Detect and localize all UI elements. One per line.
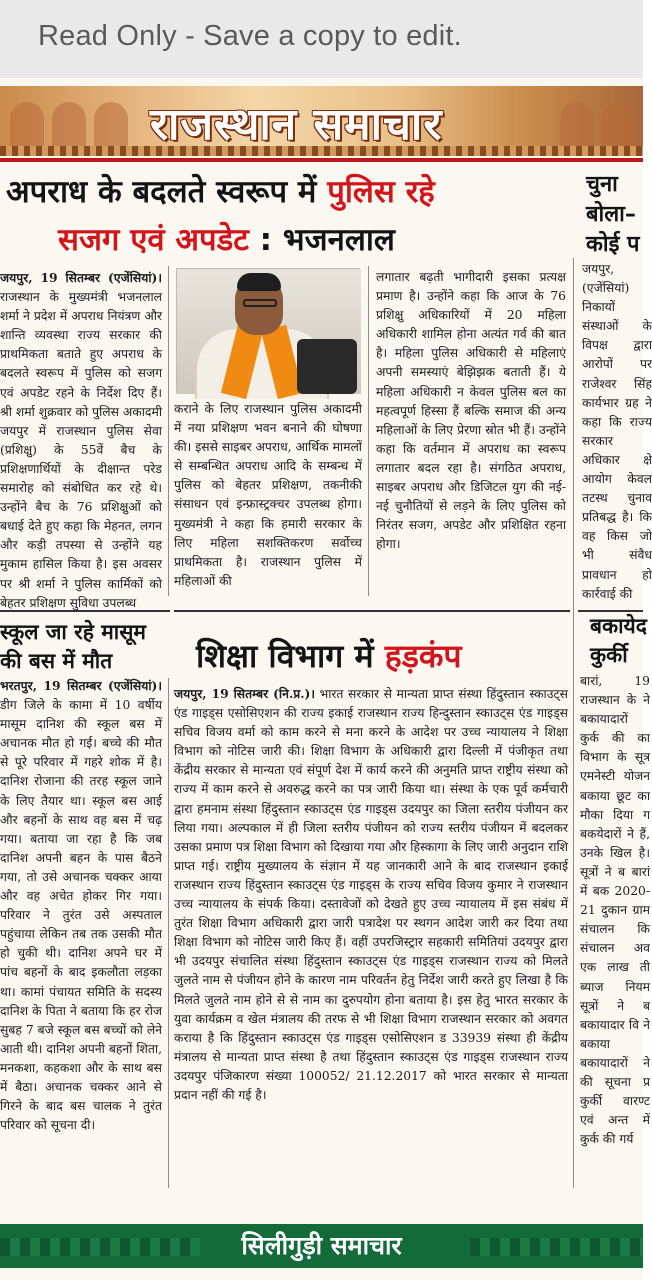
photo-hair [237, 273, 281, 291]
photo-podium [297, 339, 357, 394]
lead-story-column-1 [0, 268, 162, 610]
side-story-top-text: जयपुर, (एजेंसियां) निकायों संस्थाओं के विपक्ष द्वारा आरोपों पर राजेश्वर सिंह कार्यभार ग्रह ने कहा कि राज्य सरकार अधिकार क्षे आयोग केवल तटस्थ चुनाव प्रतिबद्ध है। कि वह किस जो भी संवैध प्रावधान हो कार्रवाई की [582, 262, 652, 601]
section-title: राजस्थान समाचार [150, 99, 443, 150]
lead-story-dateline: जयपुर, 19 सितम्बर (एजेंसियां)। [0, 270, 162, 285]
lead-headline-black: अपराध के बदलते स्वरूप में [6, 174, 328, 210]
education-story-text [174, 684, 568, 1196]
school-bus-dateline: भरतपुर, 19 सितम्बर (एजेंसियां)। [0, 678, 162, 693]
banner-arch-decoration [52, 102, 86, 146]
section-divider [174, 610, 570, 612]
photo-glasses [243, 299, 277, 307]
footer-paper-strip [0, 1268, 643, 1280]
lead-headline-red: पुलिस रहे [327, 174, 435, 210]
lead-headline-line2-red: सजग एवं अपडेट [58, 222, 249, 258]
column-rule [573, 258, 574, 1188]
section-banner [0, 86, 643, 156]
school-bus-body: डीग जिले के कामा में 10 वर्षीय मासूम दानिश की स्कूल बस में अचानक मौत हो गई। बच्चे की मौत से पूरे परिवार में गहरे शोक में है। दानिश रोजाना की तरह स्कूल जाने के लिए तैयार था। स्कूल बस आई और बहनों के साथ वह बस में चढ़ गया। बताया जा रहा है कि जब दानिश अपनी बहन के पास बैठने गया, तो उसे अचानक चक्कर आया और वह अचेत होकर गिर गया। परिवार ने तुरंत उसे अस्पताल पहुंचाया लेकिन तब तक उसकी मौत हो चुकी थी। दानिश अपने घर में पांच बहनों के बाद इकलौता लड़का था। कामां पंचायत समिति के सदस्य दानिश के पिता ने बताया कि हर रोज सुबह 7 बजे स्कूल बस बच्चों को लेने आती थी। दानिश अपनी बहनों शिता, मनकशा, कहकशा और के साथ बस में बैठा। अचानक चक्कर आने से गिरने के बाद बस चालक ने तुरंत परिवार को सूचना दी। [0, 698, 162, 1133]
lead-story-column-2: कराने के लिए राजस्थान पुलिस अकादमी में नया प्रशिक्षण भवन बनाने की घोषणा की। इससे साइबर अपराध, आर्थिक मामलों से सम्बन्धित अपराध आदि के सम्बन्ध में पुलिस को बेहतर प्रशिक्षण, तकनीकी संसाधन एवं इन्फ्रास्ट्रक्चर उपलब्ध होगा। मुख्यमंत्री ने कहा कि हमारी सरकार के लिए महिला सशक्तिकरण सर्वोच्च प्राथमिकता है। राजस्थान पुलिस में महिलाओं की [174, 402, 362, 588]
lead-story-text-1: राजस्थान के मुख्यमंत्री भजनलाल शर्मा ने प्रदेश में अपराध नियंत्रण और शान्ति व्यवस्था राज्य सरकार की प्राथमिकता बताते हुए अपराध के बदलते स्वरूप में पुलिस को सजग एवं अपडेट रहने के निर्देश दिए हैं। श्री शर्मा शुक्रवार को पुलिस अकादमी जयपुर में राजस्थान पुलिस सेवा (प्रशिक्षु) के 55वें बैच के प्रशिक्षणार्थियों के दीक्षान्त परेड समारोह को संबोधित कर रहे थे। उन्होंने बैच के 76 प्रशिक्षुओं को बधाई देते हुए कहा कि मेहनत, लगन और कड़ी तपस्या से उन्होंने यह मुकाम हासिल किया है। इस अवसर पर श्री शर्मा ने पुलिस कार्मिकों को बेहतर प्रशिक्षण सुविधा उपलब्ध [0, 290, 162, 610]
banner-arch-decoration [94, 102, 128, 146]
education-dateline: जयपुर, 19 सितम्बर (नि.प्र.)। [174, 686, 315, 701]
banner-arch-decoration [560, 102, 594, 146]
banner-arch-decoration [602, 102, 636, 146]
column-rule [168, 678, 169, 1188]
side-story-bottom-headline: बकायेद कुर्की [590, 614, 647, 667]
lead-headline-line1 [6, 170, 435, 212]
lead-story-column-3: लगातार बढ़ती भागीदारी इसका प्रत्यक्ष प्रमाण है। उन्होंने कहा कि आज के 76 प्रशिक्षु अधिकारियों में 20 महिला अधिकारी शामिल होना अत्यंत गर्व की बात है। महिला पुलिस अधिकारी से महिलाएं अपनी समस्याएं बेझिझक बताती हैं। ये महिला अधिकारी न केवल पुलिस बल का महत्वपूर्ण हिस्सा हैं बल्कि समाज की अन्य महिलाओं के लिए प्रेरणा स्रोत भी हैं। उन्होंने कहा कि वर्तमान में अपराध का स्वरूप लगातार बदल रहा है। संगठित अपराध, साइबर अपराध और डिजिटल युग की नई-नई चुनौतियों से लड़ने के लिए पुलिस को निरंतर सजग, अपडेट और प्रशिक्षित रहना होगा। [376, 270, 566, 552]
read-only-notice[interactable]: Read Only - Save a copy to edit. [38, 20, 462, 52]
read-only-bar [0, 0, 643, 78]
lead-headline-line2-black: : भजनलाल [248, 222, 395, 258]
cm-photo [176, 268, 360, 393]
footer-section-title: सिलीगुड़ी समाचार [241, 1231, 402, 1260]
education-headline-black: शिक्षा विभाग में [196, 637, 385, 675]
banner-arch-decoration [10, 102, 44, 146]
school-bus-story-text [0, 676, 162, 1196]
education-headline [196, 634, 462, 677]
column-rule [368, 266, 369, 596]
side-story-bottom-text: बारां, 19 राजस्थान के ने बकायादारों कुर्क की का विभाग के सूत्र एमनेस्टी योजन बकाया छूट का मौका दिया ग बकयेदारों ने हैं, उनके खिल है। सूत्रों ने ब बारां में बक 2020-21 दुकान ग्राम संचालन कि संचालन अव एक लाख ती ब्याज नियम सूत्रों ने ब बकायादार वि ने बकाया बकायादारों ने की सूचना प्र कुर्की वारण्ट एवं अन्त में कुर्क की गर्य [580, 674, 650, 1147]
section-divider [0, 610, 170, 612]
lead-headline-line2 [58, 218, 395, 260]
side-story-top-headline: चुना बोला– कोई प [586, 172, 640, 257]
column-rule [168, 266, 169, 596]
banner-rule [0, 158, 643, 162]
education-body: भारत सरकार से मान्यता प्राप्त संस्था हिंदुस्तान स्काउट्स एंड गाइड्स एसोसिएशन की राज्य इकाई राजस्थान राज्य हिन्दुस्तान स्काउट्स एंड गाइड्स सचिव विजय वर्मा को काम करने से मना करने के आदेश पर उच्च न्यायालय ने शिक्षा विभाग को नोटिस जारी की। शिक्षा विभाग के अधिकारी द्वारा दिल्ली में पंजीकृत तथा केंद्रीय सरकार से मान्यता एवं संपूर्ण देश में कार्य करने की अनुमति प्राप्त राष्ट्रीय संस्था को राज्य में काम करने से अवरुद्ध करने का पत्र जारी किया था। संस्था के एक पूर्व कर्मचारी द्वारा हमनाम संस्था हिंदुस्तान स्काउट्स एंड गाइड्स उदयपुर का जिला स्तरीय पंजीयन कर लिया गया। अल्पकाल में ही जिला स्तरीय पंजीयन को राज्य स्तरीय पंजीयन में बदलकर उसका प्रमाण पत्र शिक्षा विभाग को दिखाया गया और हिस्कागा के लिए जारी अनुदान राशि प्राप्त गई। राष्ट्रीय मुख्यालय के संज्ञान में यह जानकारी आने के बाद राजस्थान इकाई राजस्थान राज्य हिंदुस्तान स्काउट्स एंड गाइड्स के राज्य सचिव विजय कुमार ने राजस्थान उच्च न्यायालय के संपर्क किया। दस्तावेजों को देखते हुए उच्च न्यायालय में इस संबंध में तुरंत शिक्षा विभाग अधिकारी द्वारा जारी पत्रादेश पर स्थगन आदेश जारी कर दिया तथा शिक्षा विभाग को नोटिस जारी किए हैं। वहीं उपरजिस्ट्रार सहकारी समितियां उदयपुर द्वारा भी उदयपुर संचालित संस्था हिंदुस्तान स्काउट्स एंड गाइड्स राजस्थान राज्य को मिलते जुलते नाम से पंजीयन होने के कारण नाम परिवर्तन हेतु निर्देश जारी करते हुए लिखा है कि मिलते जुलते नाम होने से से नाम का दुरुपयोग होना बताया है। इस हेतु भारत सरकार के युवा कार्यक्रम व खेल मंत्रालय की तरफ से भी शिक्षा विभाग राजस्थान सरकार को अवगत कराया है कि हिंदुस्तान स्काउट्स एंड गाइड्स एसोसिएशन ड 33939 संस्था ही केंद्रीय मंत्रालय से मान्यता प्राप्त संस्था है तथा हिंदुस्तान स्काउट्स एंड गाइड्स राजस्थान राज्य उदयपुर पंजिकारण संख्या 100052/ 21.12.2017 को भारत सरकार से मान्यता प्रदान नहीं की गई है। [174, 687, 568, 1102]
education-headline-red: हड़कंप [384, 637, 462, 675]
school-bus-headline: स्कूल जा रहे मासूम की बस में मौत [0, 620, 146, 673]
newspaper-page [0, 78, 652, 1280]
